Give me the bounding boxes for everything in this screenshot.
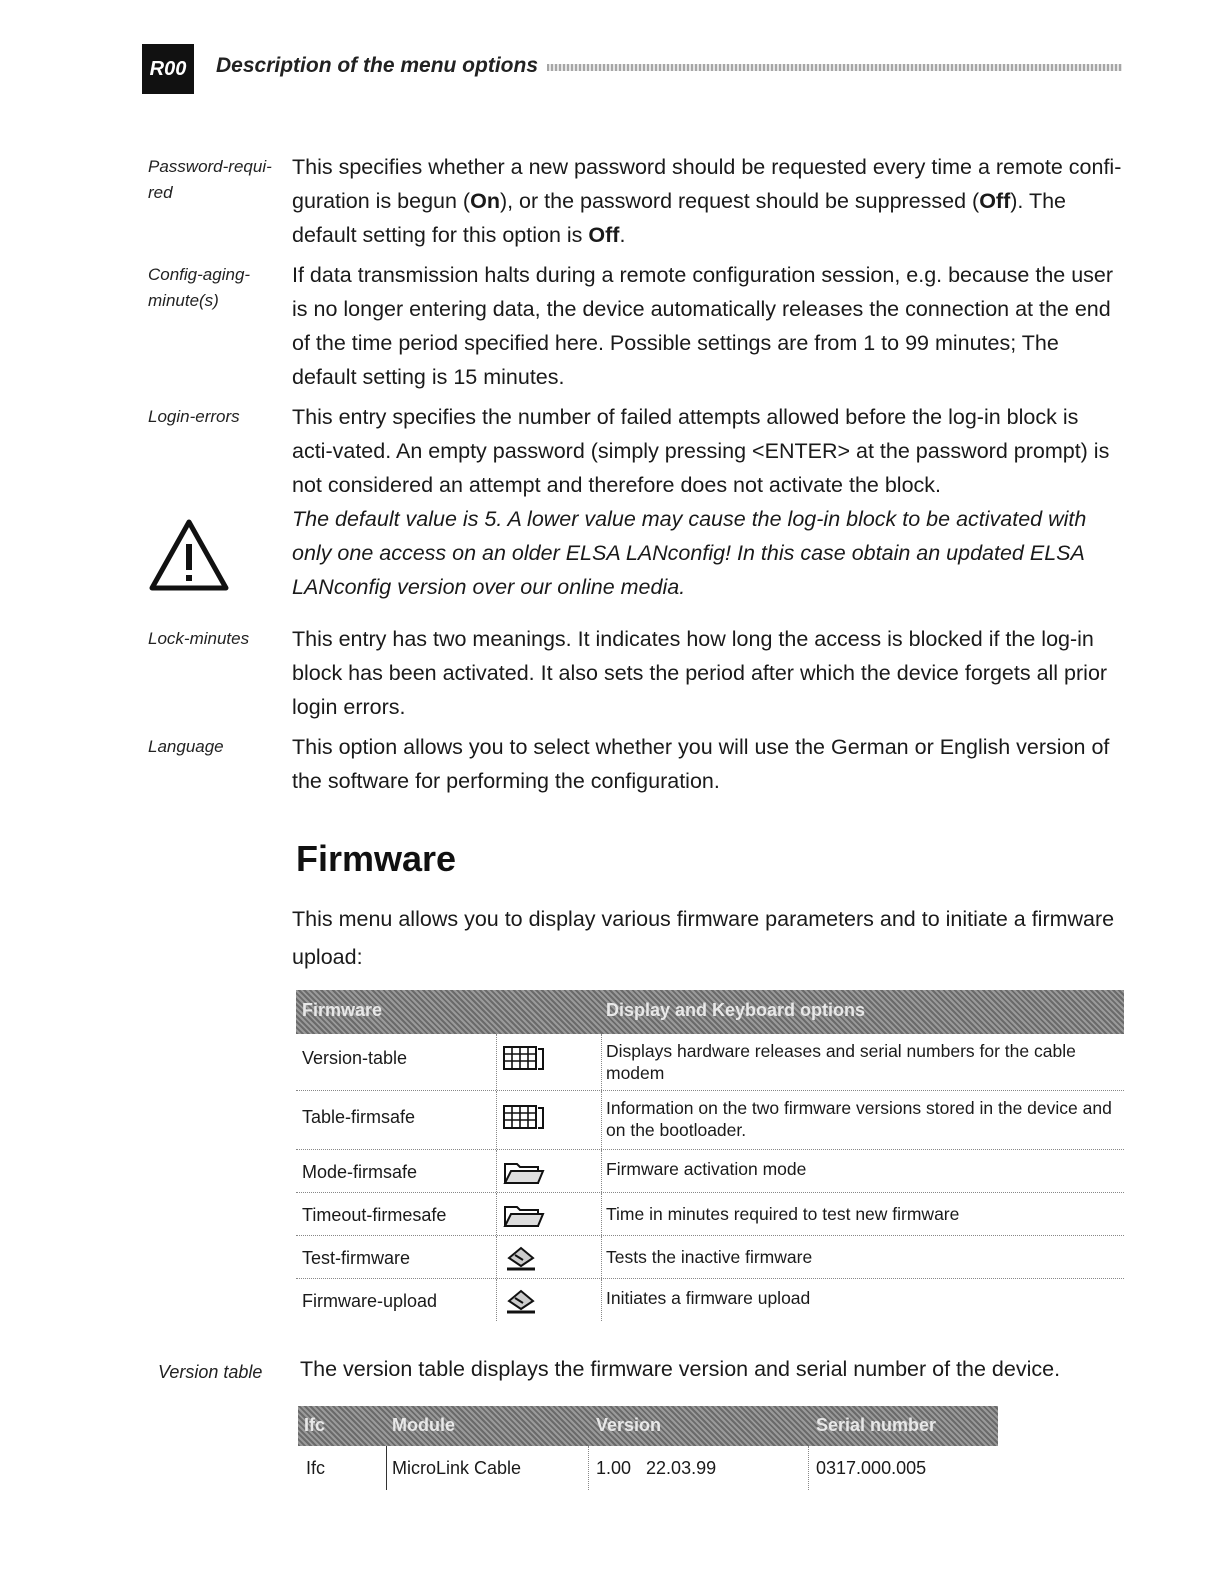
row-desc: Tests the inactive firmware bbox=[606, 1247, 813, 1267]
cell-version: 1.00 22.03.99 bbox=[596, 1458, 717, 1478]
entry-desc: This specifies whether a new password should be requested every time a remote confi-guration is begun (On), or the password request should be suppressed (Off). The default setting for this option is Off. bbox=[292, 155, 1122, 247]
row-desc: Information on the two firmware versions stored in the device and on the bootloader. bbox=[606, 1098, 1112, 1140]
entry-desc: This entry has two meanings. It indicates how long the access is blocked if the log-in block has been activated. It also sets the period after which the device forgets all prior login errors. bbox=[292, 627, 1108, 719]
action-icon bbox=[496, 1236, 602, 1278]
header-cell: Display and Keyboard options bbox=[606, 1000, 866, 1020]
action-icon bbox=[496, 1279, 602, 1321]
cell-serial: 0317.000.005 bbox=[816, 1458, 927, 1478]
entry-term: Password-requi-red bbox=[148, 157, 272, 202]
warning-icon bbox=[148, 518, 230, 592]
table-row bbox=[296, 1150, 1124, 1193]
header-cell: Module bbox=[392, 1415, 455, 1435]
entry-term: Lock-minutes bbox=[148, 629, 250, 648]
page-header bbox=[142, 44, 1122, 94]
row-desc: Time in minutes required to test new firmware bbox=[606, 1204, 960, 1224]
folder-icon bbox=[496, 1193, 602, 1235]
row-desc: Firmware activation mode bbox=[606, 1159, 807, 1179]
row-name: Version-table bbox=[302, 1048, 408, 1068]
header-cell: Firmware bbox=[302, 1000, 383, 1020]
table-header bbox=[298, 1406, 998, 1446]
entry-term: Config-aging-minute(s) bbox=[148, 265, 251, 310]
entry-term: Language bbox=[148, 737, 224, 756]
entry-desc: This option allows you to select whether you will use the German or English version of the software for performing the configuration. bbox=[292, 735, 1110, 793]
section-intro: This menu allows you to display various firmware parameters and to initiate a firmware upload: bbox=[292, 907, 1115, 969]
header-rule bbox=[547, 64, 1122, 71]
row-name: Firmware-upload bbox=[302, 1291, 438, 1311]
table-header bbox=[296, 990, 1124, 1034]
cell-module: MicroLink Cable bbox=[392, 1458, 522, 1478]
table-row bbox=[296, 1193, 1124, 1236]
table-row bbox=[296, 1236, 1124, 1279]
row-name: Timeout-firmesafe bbox=[302, 1205, 447, 1225]
warning-note: The default value is 5. A lower value may cause the log-in block to be activated with only one access on an older ELSA LANconfig! In this case obtain an updated ELSA LANconfig version over our online media. bbox=[292, 507, 1087, 599]
table-icon bbox=[496, 1034, 602, 1090]
chapter-title: Description of the menu options bbox=[216, 54, 539, 77]
entry-term: Login-errors bbox=[148, 407, 240, 426]
section-title: Firmware bbox=[296, 838, 457, 879]
row-name: Table-firmsafe bbox=[302, 1107, 416, 1127]
table-row bbox=[296, 1034, 1124, 1091]
page-tag: R00 bbox=[142, 44, 194, 94]
table-icon bbox=[496, 1091, 602, 1149]
cell-ifc: Ifc bbox=[306, 1458, 326, 1478]
row-desc: Initiates a firmware upload bbox=[606, 1288, 811, 1308]
entry-desc: If data transmission halts during a remote configuration session, e.g. because the user is no longer entering data, the device automatically releases the connection at the end of the time period specified here. Possible settings are from 1 to 99 minutes; The default setting is 15 minutes. bbox=[292, 263, 1114, 389]
version-table bbox=[298, 1406, 998, 1492]
header-cell: Version bbox=[596, 1415, 662, 1435]
row-name: Test-firmware bbox=[302, 1248, 411, 1268]
table-row bbox=[296, 1091, 1124, 1150]
row-desc: Displays hardware releases and serial numbers for the cable modem bbox=[606, 1041, 1076, 1083]
row-name: Mode-firmsafe bbox=[302, 1162, 418, 1182]
version-table-label: Version table bbox=[158, 1362, 263, 1382]
header-cell: Serial number bbox=[816, 1415, 937, 1435]
firmware-table bbox=[296, 990, 1124, 1321]
folder-icon bbox=[496, 1150, 602, 1192]
version-table-text: The version table displays the firmware version and serial number of the device. bbox=[300, 1357, 1061, 1381]
entry-desc: This entry specifies the number of failed attempts allowed before the log-in block is acti-vated. An empty password (simply pressing <ENTER> at the password prompt) is not considered an attempt and therefore does not activate the block. bbox=[292, 405, 1110, 497]
header-cell: Ifc bbox=[304, 1415, 326, 1435]
table-row bbox=[298, 1446, 998, 1492]
table-row bbox=[296, 1279, 1124, 1321]
